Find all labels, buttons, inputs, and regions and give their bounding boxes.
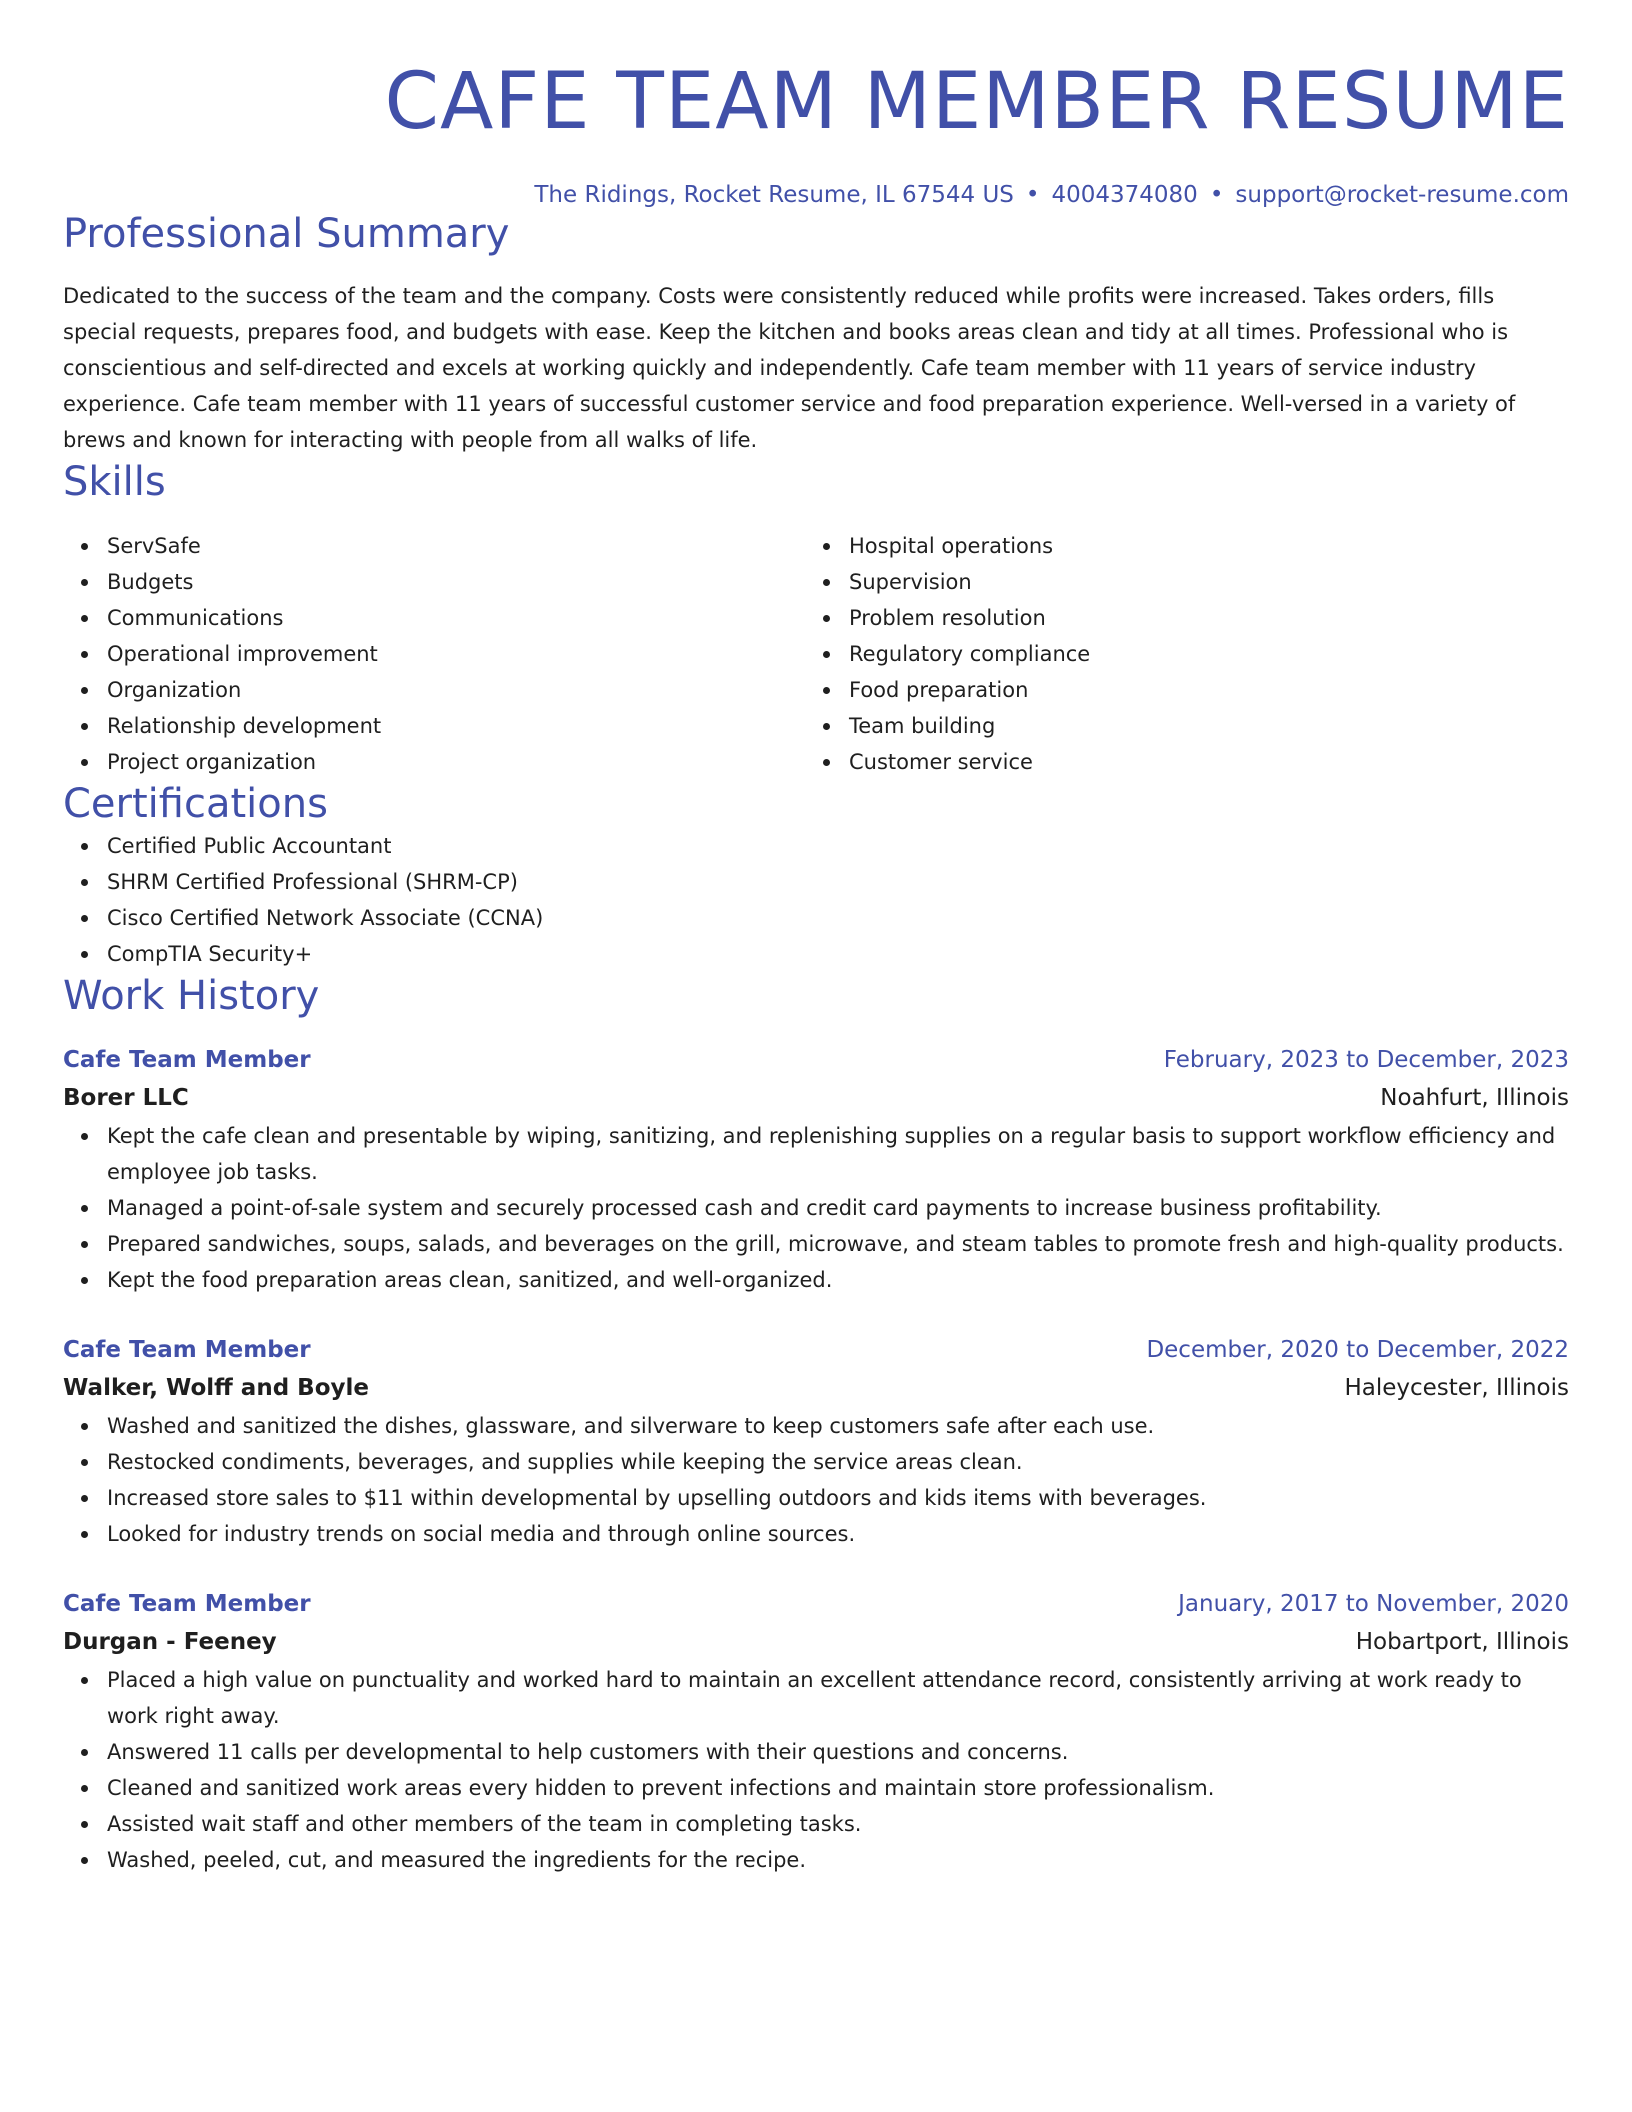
contact-address: The Ridings, Rocket Resume, IL 67544 US — [534, 182, 1014, 208]
skill-item: Operational improvement — [107, 636, 805, 672]
job-duty: Washed, peeled, cut, and measured the ingredients for the recipe. — [107, 1842, 1569, 1878]
job-duty: Prepared sandwiches, soups, salads, and beverages on the grill, microwave, and steam tables to promote fresh and high-quality products. — [107, 1226, 1569, 1262]
job-dates: January, 2017 to November, 2020 — [1178, 1591, 1569, 1617]
job-title-row — [63, 1042, 1569, 1078]
skill-item: Regulatory compliance — [849, 636, 1569, 672]
job-title-row — [63, 1586, 1569, 1622]
job-duties-list — [63, 1408, 1569, 1552]
skill-item: Communications — [107, 600, 805, 636]
job-duty: Kept the cafe clean and presentable by wiping, sanitizing, and replenishing supplies on a regular basis to support workflow efficiency and employee job tasks. — [107, 1118, 1569, 1190]
resume-header — [63, 56, 1569, 210]
certifications-heading: Certifications — [63, 781, 328, 827]
job-duty: Managed a point-of-sale system and securely processed cash and credit card payments to increase business profitability. — [107, 1190, 1569, 1226]
job-location: Noahfurt, Illinois — [1380, 1085, 1569, 1111]
certification-item: SHRM Certified Professional (SHRM-CP) — [107, 864, 1569, 900]
job-duty: Increased store sales to $11 within developmental by upselling outdoors and kids items with beverages. — [107, 1480, 1569, 1516]
job-title: Cafe Team Member — [63, 1337, 311, 1363]
summary-section — [63, 210, 1569, 458]
contact-phone: 4004374080 — [1051, 182, 1198, 208]
job-entry — [63, 1042, 1569, 1298]
job-duty: Placed a high value on punctuality and worked hard to maintain an excellent attendance record, consistently arriving at work ready to work right away. — [107, 1662, 1569, 1734]
job-entry — [63, 1586, 1569, 1878]
job-company-row — [63, 1368, 1569, 1408]
contact-separator: • — [1025, 182, 1040, 208]
contact-separator: • — [1209, 182, 1224, 208]
job-duties-list — [63, 1118, 1569, 1298]
job-duty: Kept the food preparation areas clean, sanitized, and well-organized. — [107, 1262, 1569, 1298]
contact-line — [63, 180, 1569, 210]
job-entry — [63, 1332, 1569, 1552]
job-duties-list — [63, 1662, 1569, 1878]
skills-section — [63, 458, 1569, 780]
resume-title: CAFE TEAM MEMBER RESUME — [384, 57, 1569, 147]
skill-item: Food preparation — [849, 672, 1569, 708]
job-dates: December, 2020 to December, 2022 — [1146, 1337, 1569, 1363]
skill-item: Customer service — [849, 744, 1569, 780]
skill-item: Problem resolution — [849, 600, 1569, 636]
job-duty: Washed and sanitized the dishes, glassware, and silverware to keep customers safe after each use. — [107, 1408, 1569, 1444]
skills-list-right — [805, 528, 1569, 780]
skills-heading: Skills — [63, 459, 166, 505]
job-company: Durgan - Feeney — [63, 1629, 277, 1655]
job-duty: Restocked condiments, beverages, and supplies while keeping the service areas clean. — [107, 1444, 1569, 1480]
job-title: Cafe Team Member — [63, 1047, 311, 1073]
skill-item: Relationship development — [107, 708, 805, 744]
job-duty: Cleaned and sanitized work areas every hidden to prevent infections and maintain store professionalism. — [107, 1770, 1569, 1806]
skill-item: Supervision — [849, 564, 1569, 600]
skills-grid — [63, 528, 1569, 780]
work-history-heading: Work History — [63, 973, 320, 1019]
job-title: Cafe Team Member — [63, 1591, 311, 1617]
skills-list-left — [63, 528, 805, 780]
job-company-row — [63, 1078, 1569, 1118]
job-duty: Assisted wait staff and other members of the team in completing tasks. — [107, 1806, 1569, 1842]
job-dates: February, 2023 to December, 2023 — [1163, 1047, 1569, 1073]
skill-item: Organization — [107, 672, 805, 708]
skill-item: ServSafe — [107, 528, 805, 564]
job-location: Haleycester, Illinois — [1344, 1375, 1569, 1401]
skill-item: Budgets — [107, 564, 805, 600]
certifications-section — [63, 780, 1569, 972]
certification-item: Certified Public Accountant — [107, 828, 1569, 864]
job-company: Walker, Wolff and Boyle — [63, 1375, 369, 1401]
skill-item: Project organization — [107, 744, 805, 780]
job-duty: Looked for industry trends on social media and through online sources. — [107, 1516, 1569, 1552]
summary-text: Dedicated to the success of the team and the company. Costs were consistently reduced while profits were increased. Takes orders, fills special requests, prepares food, and budgets with ease. Keep the kitchen and books areas clean and tidy at all times. Professional who is conscientious and self-directed and excels at working quickly and independently. Cafe team member with 11 years of service industry experience. Cafe team member with 11 years of successful customer service and food preparation experience. Well-versed in a variety of brews and known for interacting with people from all walks of life. — [63, 284, 1516, 452]
summary-heading: Professional Summary — [63, 211, 510, 257]
skill-item: Hospital operations — [849, 528, 1569, 564]
skill-item: Team building — [849, 708, 1569, 744]
contact-email: support@rocket-resume.com — [1235, 182, 1569, 208]
job-duty: Answered 11 calls per developmental to help customers with their questions and concerns. — [107, 1734, 1569, 1770]
certification-item: CompTIA Security+ — [107, 936, 1569, 972]
certification-item: Cisco Certified Network Associate (CCNA) — [107, 900, 1569, 936]
certifications-list — [63, 828, 1569, 972]
job-company-row — [63, 1622, 1569, 1662]
work-history-section — [63, 972, 1569, 1878]
job-title-row — [63, 1332, 1569, 1368]
job-location: Hobartport, Illinois — [1355, 1629, 1569, 1655]
job-company: Borer LLC — [63, 1085, 189, 1111]
